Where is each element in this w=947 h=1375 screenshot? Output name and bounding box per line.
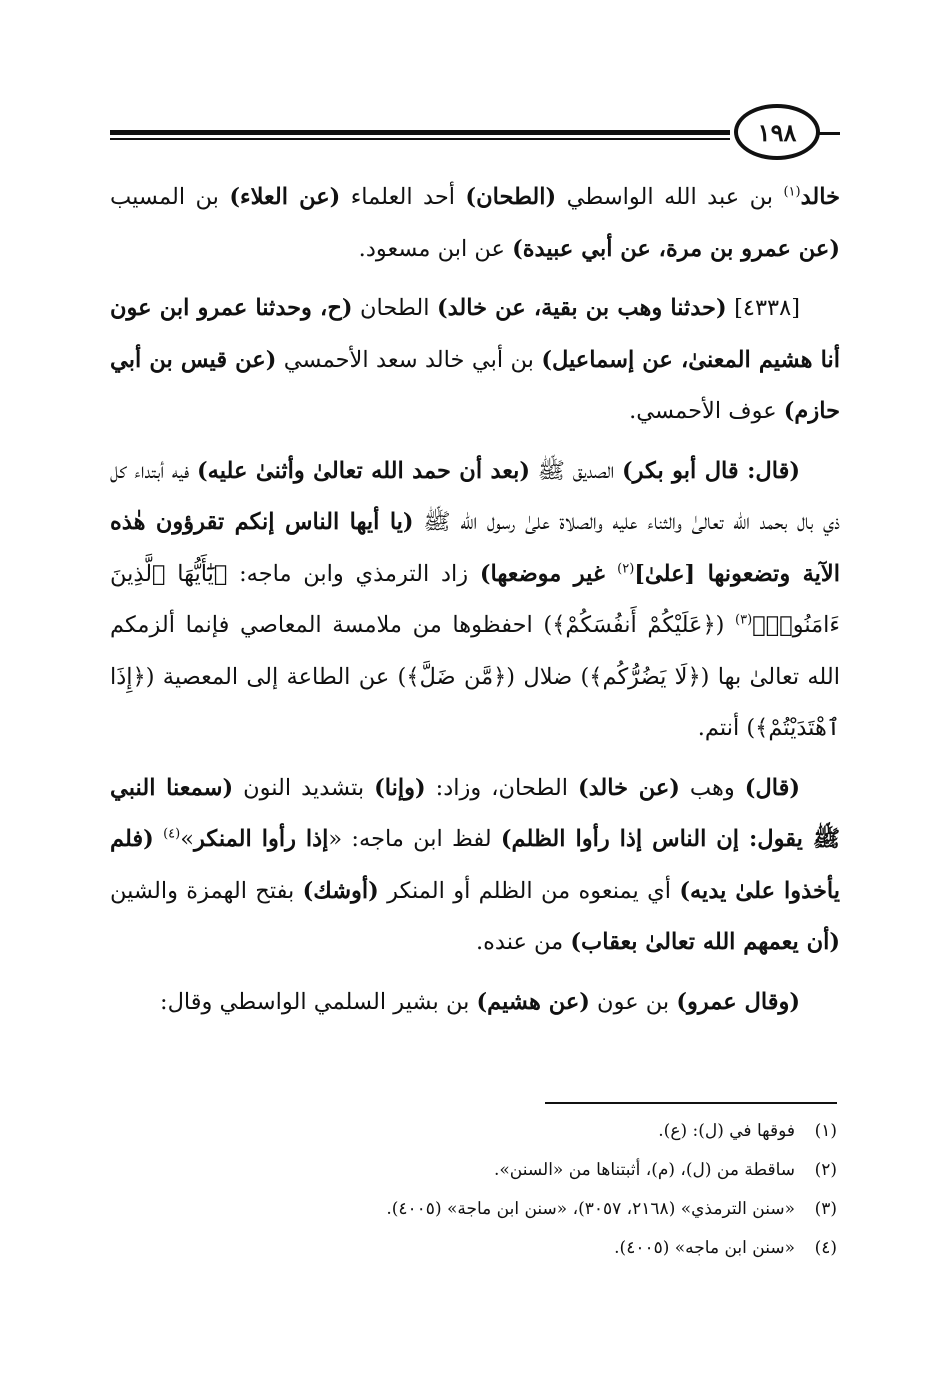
bold-segment: إذا رأوا المنكر xyxy=(194,826,329,852)
text-segment: أي يمنعوه من الظلم أو المنكر xyxy=(378,877,680,904)
text-segment: بن بشير السلمي الواسطي وقال: xyxy=(159,988,477,1015)
bold-segment: (ح، وحدثنا عمرو ابن عون أنا هشيم المعنىٰ، عن إسماعيل) xyxy=(110,295,840,373)
header-rule-tail xyxy=(818,132,840,135)
bold-segment: (سمعنا النبي ﷺ يقول: إن الناس إذا رأوا الظلم) xyxy=(110,774,841,852)
bold-segment: غير موضعها) xyxy=(479,560,618,587)
footnote-number: (٢) xyxy=(814,1160,837,1180)
footnote-text: ساقطة من (ل)، (م)، أثبتناها من «السنن». xyxy=(493,1160,795,1180)
footnote-separator xyxy=(545,1102,837,1104)
bold-segment: (وإنا) xyxy=(374,774,426,801)
text-segment xyxy=(154,826,163,852)
bold-segment: (عن خالد) xyxy=(577,774,680,801)
bold-segment: (عن العلاء) xyxy=(229,184,341,210)
footnote-ref: (٢) xyxy=(617,561,635,576)
footnote-text: «سنن الترمذي» (٢١٦٨، ٣٠٥٧)، «سنن ابن ماجة» (٤٠٠٥). xyxy=(386,1199,795,1219)
paragraph xyxy=(110,763,840,969)
main-text xyxy=(110,172,840,1036)
bold-segment: (أن يعمهم الله تعالىٰ بعقاب) xyxy=(570,929,840,955)
page-header xyxy=(110,110,840,160)
text-segment: الصديق ﷺ xyxy=(530,457,622,484)
paragraph xyxy=(110,977,840,1029)
text-segment: الطحان، وزاد: xyxy=(425,774,578,801)
text-segment: من عنده. xyxy=(475,929,571,955)
bold-segment: (عن هشيم) xyxy=(476,988,590,1015)
paragraph xyxy=(110,283,840,438)
footnotes xyxy=(107,1112,837,1268)
bold-segment: (بعد أن حمد الله تعالىٰ وأثنىٰ عليه) xyxy=(197,457,531,484)
bold-segment: (فلم يأخذوا علىٰ يديه) xyxy=(110,826,840,904)
text-segment: عوف الأحمسي. xyxy=(629,398,784,424)
bold-segment: (عن قيس بن أبي حازم) xyxy=(110,346,840,424)
footnote-text: فوقها في (ل): (ع). xyxy=(658,1121,795,1141)
text-segment: بن عبد الله الواسطي xyxy=(556,184,784,210)
footnote-item xyxy=(107,1229,837,1268)
bold-segment: (عن عمرو بن مرة، عن أبي عبيدة) xyxy=(512,235,840,262)
bold-segment: (قال) xyxy=(744,774,800,801)
footnote-ref: (١) xyxy=(783,184,801,200)
text-segment: أحد العلماء xyxy=(340,184,466,210)
text-segment: [٤٣٣٨] xyxy=(726,295,801,321)
page-number: ١٩٨ xyxy=(734,104,820,160)
text-segment: وهب xyxy=(679,774,745,801)
text-segment: بن أبي خالد سعد الأحمسي xyxy=(276,346,542,373)
header-rule-thick xyxy=(110,130,730,135)
text-segment: بن المسيب xyxy=(110,184,230,210)
footnote-ref: (٣) xyxy=(735,612,753,628)
text-segment: بتشديد النون xyxy=(233,774,375,801)
footnote-number: (٣) xyxy=(814,1199,837,1219)
bold-segment: (قال: قال أبو بكر) xyxy=(622,457,800,484)
bold-segment: (يا أيها الناس إنكم تقرؤون هٰذه الآية وتضعونها [علىٰ] xyxy=(110,509,840,587)
text-segment: بن عون xyxy=(589,988,677,1015)
footnote-ref: (٤) xyxy=(163,826,181,842)
text-segment: (﴿عَلَيْكُمْ أَنفُسَكُمْ﴾) احفظوها من ملامسة المعاصي فإنما ألزمكم الله تعالىٰ بها (﴿لَا يَضُرُّكُم﴾) ضلال (﴿مَّن ضَلَّ﴾) عن الطاعة إلى المعصية (﴿إِذَا ٱهْتَدَيْتُمْ﴾) أنتم. xyxy=(110,612,840,741)
text-segment: بفتح الهمزة والشين xyxy=(110,877,303,904)
footnote-item xyxy=(107,1112,837,1151)
bold-segment: (وقال عمرو) xyxy=(676,988,800,1015)
bold-segment: (حدثنا وهب بن بقية، عن خالد) xyxy=(436,295,727,321)
text-segment: » xyxy=(180,826,195,852)
text-segment: لفظ ابن ماجه: « xyxy=(328,826,501,852)
footnote-text: «سنن ابن ماجه» (٤٠٠٥). xyxy=(614,1238,795,1258)
bold-segment: (أوشك) xyxy=(302,877,379,904)
text-segment: عن ابن مسعود. xyxy=(358,235,513,262)
paragraph xyxy=(110,172,840,275)
text-segment: زاد الترمذي وابن ماجه: ﴿يَٰٓأَيُّهَا ٱلَّذِينَ ءَامَنُوا۟﴾ xyxy=(110,560,840,638)
text-segment: الطحان xyxy=(352,295,437,321)
footnote-item xyxy=(107,1190,837,1229)
footnote-number: (١) xyxy=(814,1121,837,1141)
header-rule-thin xyxy=(110,138,730,140)
paragraph xyxy=(110,446,840,755)
footnote-item xyxy=(107,1151,837,1190)
footnote-number: (٤) xyxy=(814,1238,837,1258)
bold-segment: (الطحان) xyxy=(465,184,557,210)
bold-segment: خالد xyxy=(800,184,841,210)
text-segment: فيه أبتداء كل ذي بال بحمد الله تعالىٰ والثناء عليه والصلاة علىٰ رسول الله ﷺ xyxy=(110,457,841,535)
